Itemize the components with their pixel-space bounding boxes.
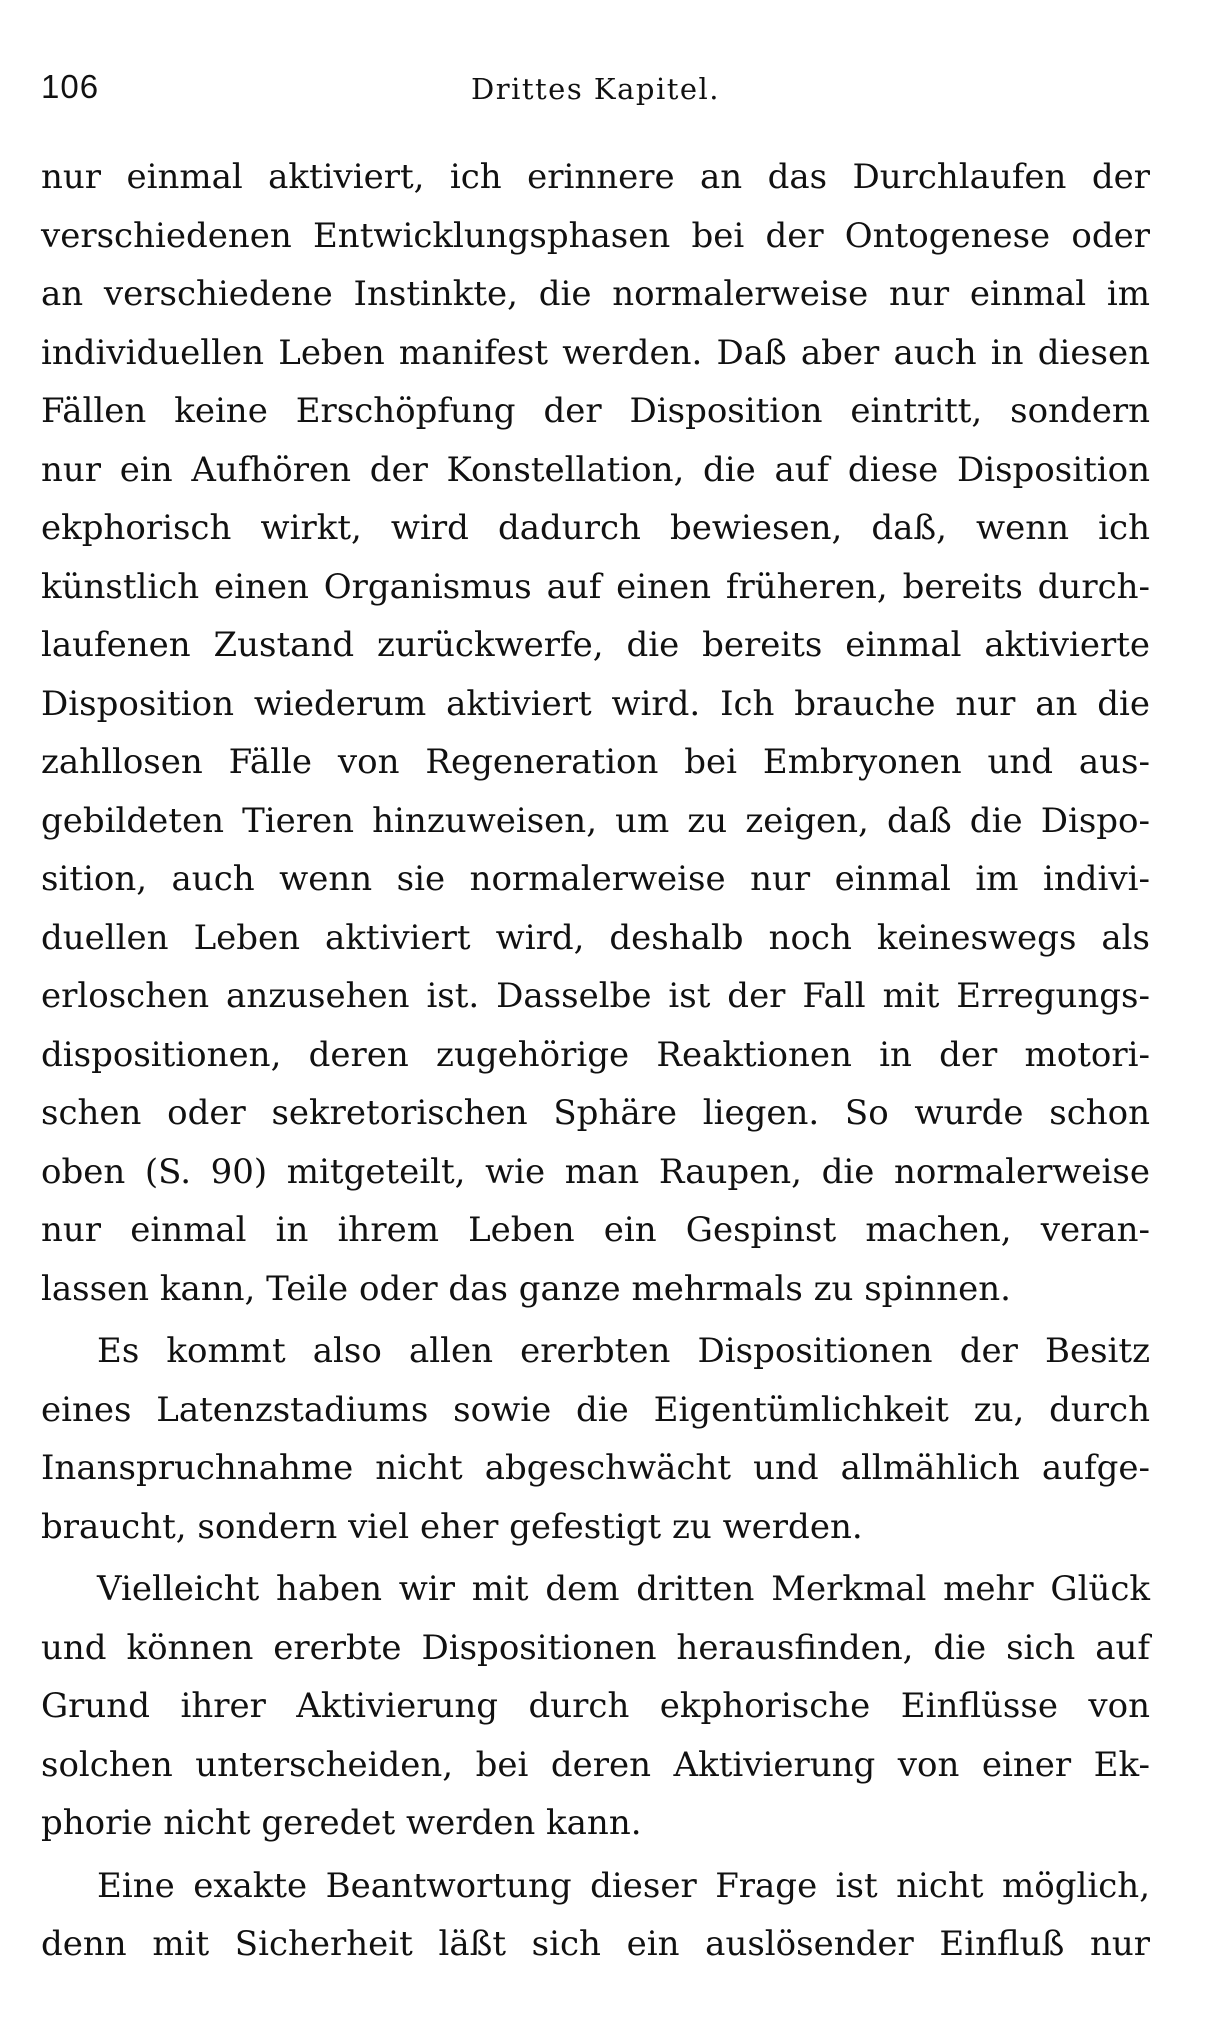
text-line: duellen Leben aktiviert wird, deshalb noch keineswegs als bbox=[41, 917, 1150, 958]
text-line: laufenen Zustand zurückwerfe, die bereits einmal aktivierte bbox=[41, 625, 1150, 665]
text-line: Grund ihrer Aktivierung durch ekphorische Einflüsse von bbox=[41, 1686, 1150, 1726]
text-line: oben (S. 90) mitgeteilt, wie man Raupen, die normalerweise bbox=[41, 1151, 1150, 1192]
paragraph-4 bbox=[41, 1857, 1150, 1974]
text-line: verschiedenen Entwicklungsphasen bei der Ontogenese oder bbox=[41, 215, 1150, 256]
paragraph-3 bbox=[41, 1560, 1150, 1853]
page-body bbox=[41, 148, 1150, 1974]
page-header bbox=[41, 60, 1150, 120]
text-line: braucht, sondern viel eher gefestigt zu werden. bbox=[41, 1506, 863, 1547]
paragraph-1 bbox=[41, 148, 1150, 1318]
running-head: Drittes Kapitel. bbox=[470, 72, 721, 106]
text-line: lassen kann, Teile oder das ganze mehrmals zu spinnen. bbox=[41, 1268, 1011, 1309]
text-line: Eine exakte Beantwortung dieser Frage ist nicht möglich, bbox=[97, 1865, 1150, 1906]
text-line: Inanspruchnahme nicht abgeschwächt und allmählich aufge- bbox=[41, 1448, 1150, 1488]
text-line: individuellen Leben manifest werden. Daß aber auch in diesen bbox=[41, 332, 1150, 373]
text-line: ekphorisch wirkt, wird dadurch bewiesen, daß, wenn ich bbox=[41, 508, 1150, 548]
text-line: phorie nicht geredet werden kann. bbox=[41, 1803, 642, 1843]
text-line: nur einmal aktiviert, ich erinnere an das Durchlaufen der bbox=[41, 157, 1150, 197]
text-line: sition, auch wenn sie normalerweise nur einmal im indivi- bbox=[41, 859, 1150, 899]
text-line: künstlich einen Organismus auf einen früheren, bereits durch- bbox=[41, 566, 1150, 607]
text-line: dispositionen, deren zugehörige Reaktionen in der motori- bbox=[41, 1034, 1150, 1075]
paragraph-2 bbox=[41, 1322, 1150, 1556]
text-line: und können ererbte Dispositionen herausfinden, die sich auf bbox=[41, 1627, 1150, 1668]
text-line: denn mit Sicherheit läßt sich ein auslösender Einfluß nur bbox=[41, 1924, 1150, 1964]
text-line: Fällen keine Erschöpfung der Disposition eintritt, sondern bbox=[41, 391, 1150, 431]
text-line: erloschen anzusehen ist. Dasselbe ist der Fall mit Erregungs- bbox=[41, 976, 1150, 1016]
text-line: Vielleicht haben wir mit dem dritten Merkmal mehr Glück bbox=[97, 1569, 1150, 1609]
text-line: Disposition wiederum aktiviert wird. Ich brauche nur an die bbox=[41, 683, 1150, 724]
text-line: eines Latenzstadiums sowie die Eigentümlichkeit zu, durch bbox=[41, 1389, 1150, 1430]
text-line: solchen unterscheiden, bei deren Aktivierung von einer Ek- bbox=[41, 1744, 1150, 1785]
text-line: gebildeten Tieren hinzuweisen, um zu zeigen, daß die Dispo- bbox=[41, 800, 1150, 841]
text-line: nur einmal in ihrem Leben ein Gespinst machen, veran- bbox=[41, 1210, 1150, 1250]
text-line: nur ein Aufhören der Konstellation, die auf diese Disposition bbox=[41, 449, 1150, 490]
text-line: zahllosen Fälle von Regeneration bei Embryonen und aus- bbox=[41, 742, 1150, 782]
text-line: an verschiedene Instinkte, die normalerweise nur einmal im bbox=[41, 274, 1150, 314]
page-number: 106 bbox=[41, 68, 100, 105]
text-line: Es kommt also allen ererbten Dispositionen der Besitz bbox=[97, 1331, 1150, 1371]
text-line: schen oder sekretorischen Sphäre liegen. So wurde schon bbox=[41, 1093, 1150, 1133]
